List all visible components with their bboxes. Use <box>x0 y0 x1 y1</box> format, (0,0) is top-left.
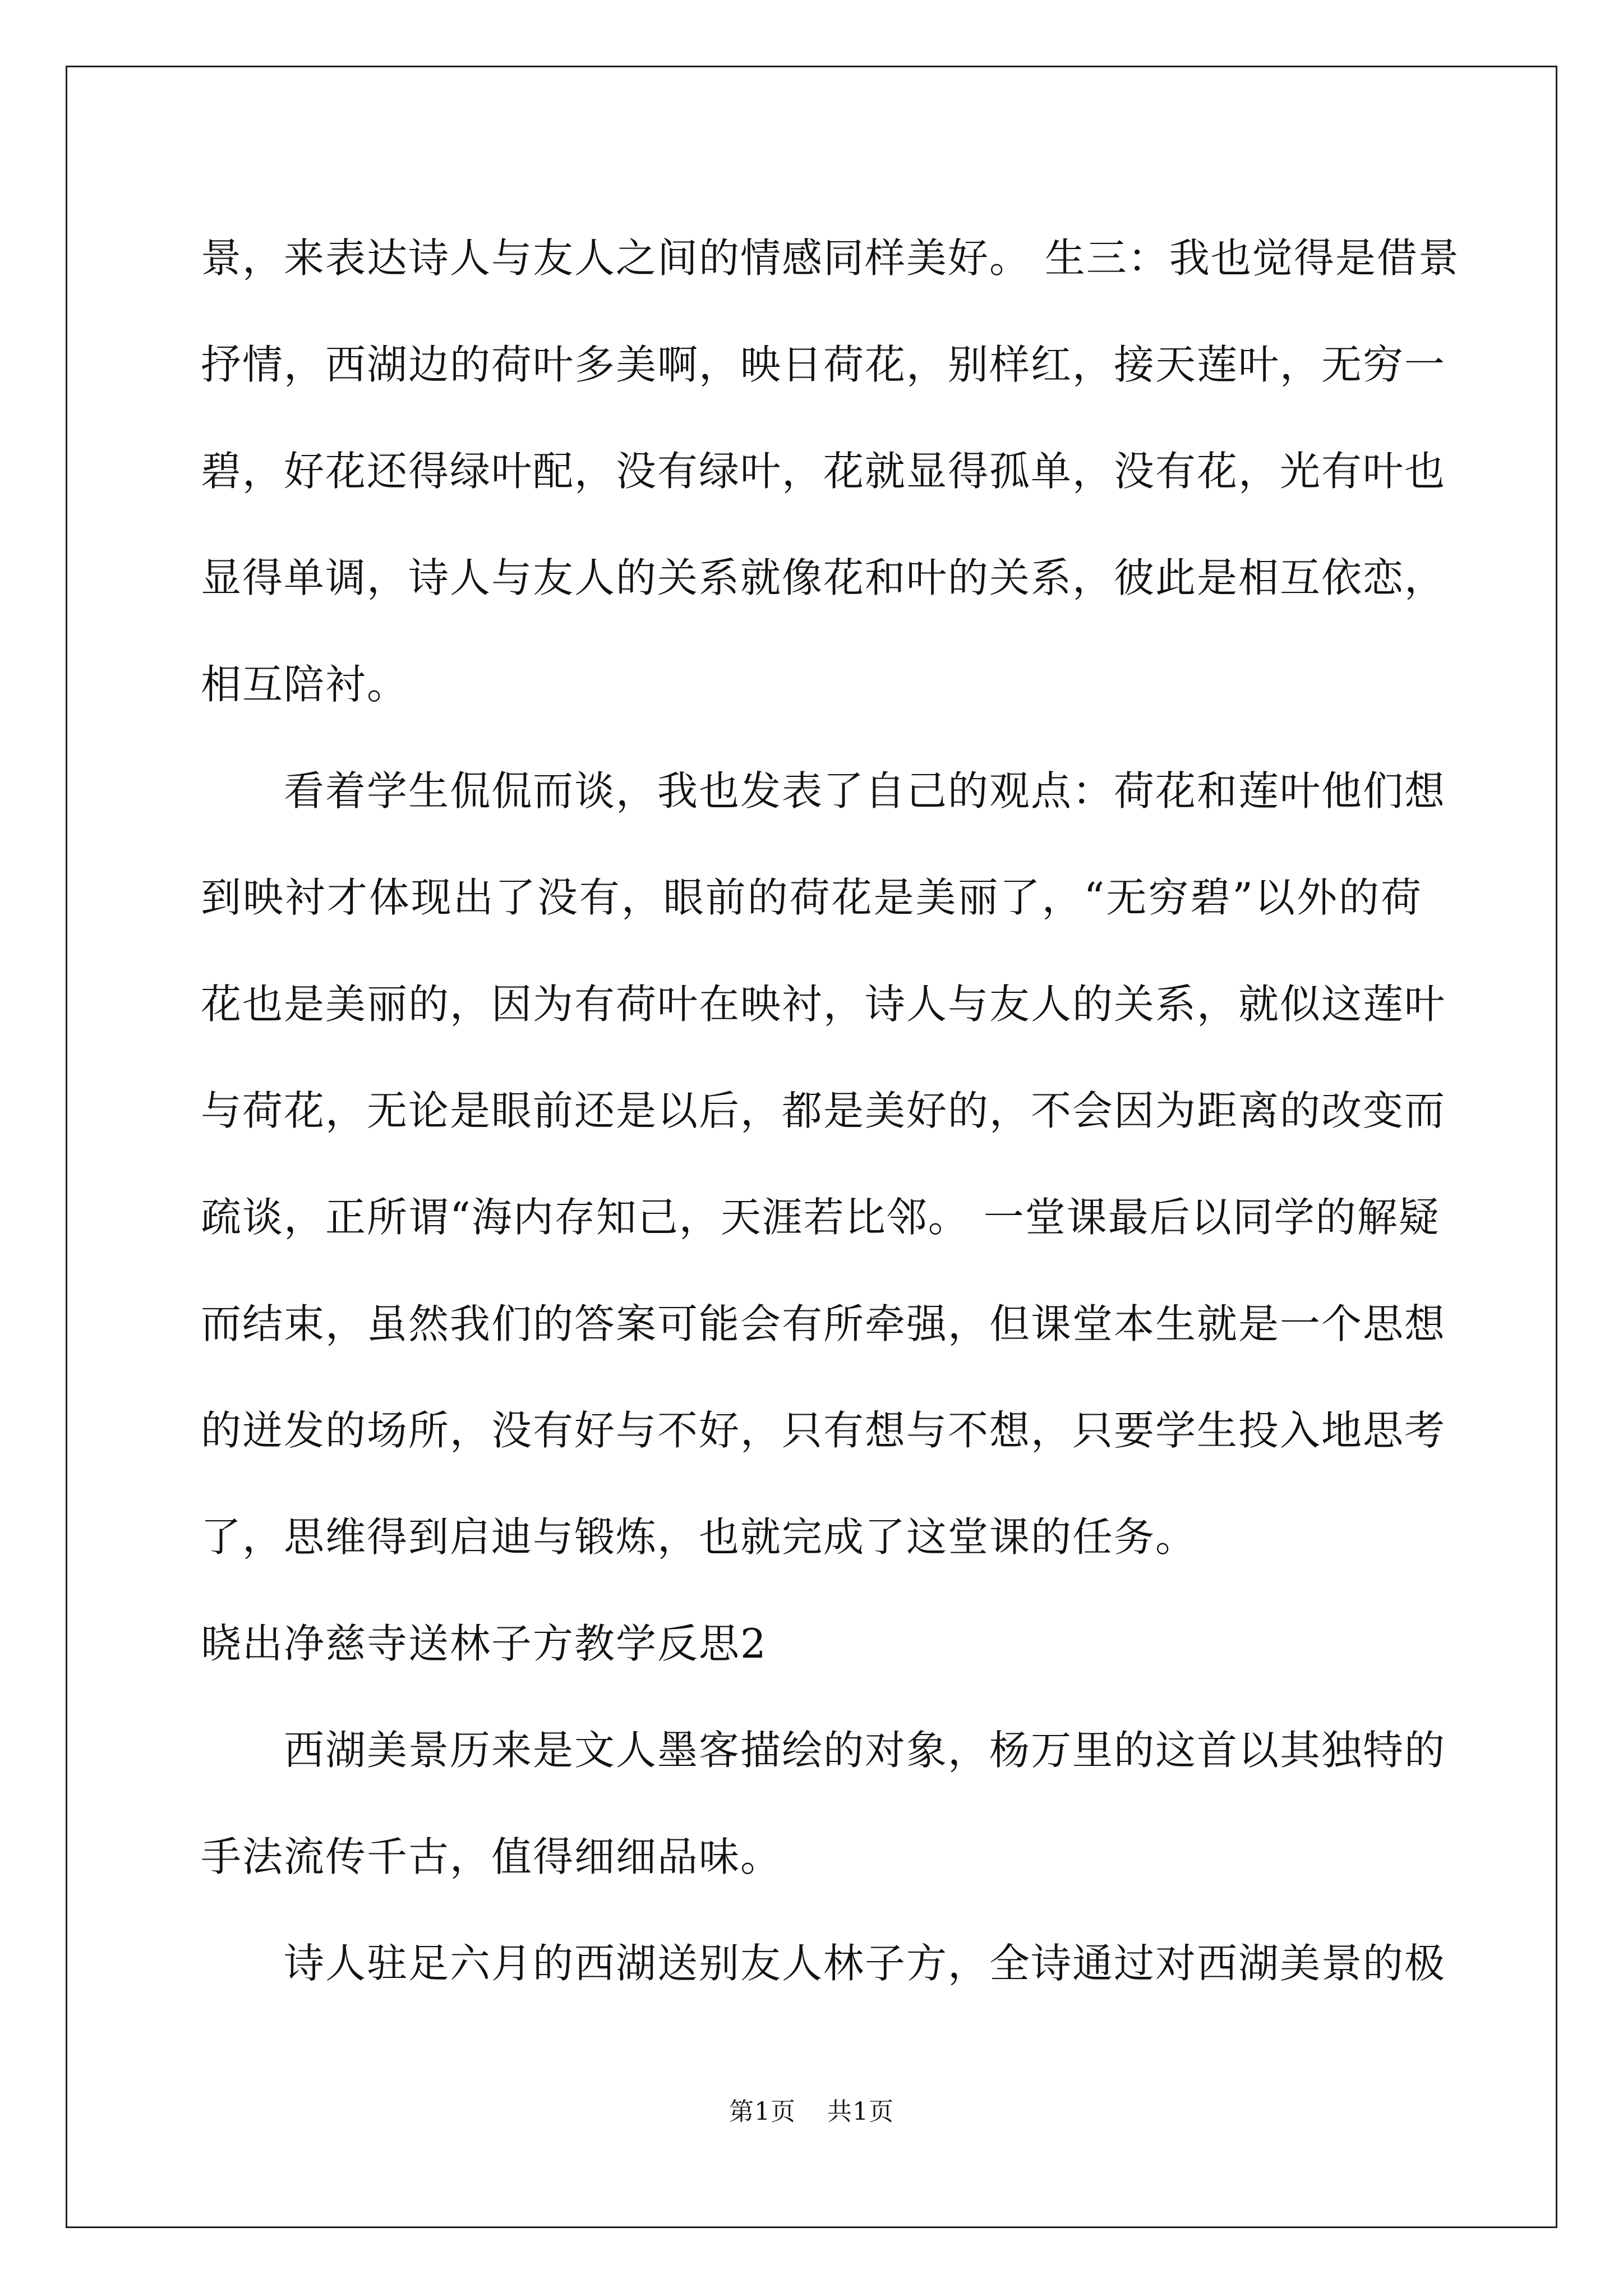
text-line: 手法流传千古，值得细细品味。 <box>201 1833 782 1880</box>
page-number: 第1页 <box>729 2097 796 2126</box>
page-footer <box>0 2091 1623 2127</box>
text-line: 花也是美丽的，因为有荷叶在映衬，诗人与友人的关系，就似这莲叶 <box>201 981 1446 1028</box>
paragraph-first-line: 西湖美景历来是文人墨客描绘的对象，杨万里的这首以其独特的 <box>284 1727 1446 1774</box>
text-line: 的迸发的场所，没有好与不好，只有想与不想，只要学生投入地思考 <box>201 1407 1446 1454</box>
paragraph-first-line: 诗人驻足六月的西湖送别友人林子方，全诗通过对西湖美景的极 <box>284 1940 1446 1987</box>
text-line: 相互陪衬。 <box>201 661 409 708</box>
text-line: 与荷花，无论是眼前还是以后，都是美好的，不会因为距离的改变而 <box>201 1087 1446 1134</box>
text-line: 显得单调，诗人与友人的关系就像花和叶的关系，彼此是相互依恋， <box>201 554 1446 601</box>
section-heading: 晓出净慈寺送林子方教学反思2 <box>201 1620 767 1667</box>
text-line: 而结束，虽然我们的答案可能会有所牵强，但课堂本生就是一个思想 <box>201 1300 1446 1347</box>
text-line: 到映衬才体现出了没有，眼前的荷花是美丽了，“无穷碧”以外的荷 <box>201 874 1422 921</box>
text-line: 景，来表达诗人与友人之间的情感同样美好。 生三：我也觉得是借景 <box>201 234 1460 282</box>
page-total: 共1页 <box>827 2097 894 2126</box>
text-line: 碧，好花还得绿叶配，没有绿叶，花就显得孤单，没有花，光有叶也 <box>201 448 1446 495</box>
text-line: 疏谈，正所谓“海内存知己，天涯若比邻。 一堂课最后以同学的解疑 <box>201 1194 1440 1241</box>
text-line: 抒情，西湖边的荷叶多美啊，映日荷花，别样红，接天莲叶，无穷一 <box>201 341 1446 388</box>
text-line: 了，思维得到启迪与锻炼，也就完成了这堂课的任务。 <box>201 1513 1197 1561</box>
paragraph-first-line: 看着学生侃侃而谈，我也发表了自己的观点：荷花和莲叶他们想 <box>284 767 1446 815</box>
